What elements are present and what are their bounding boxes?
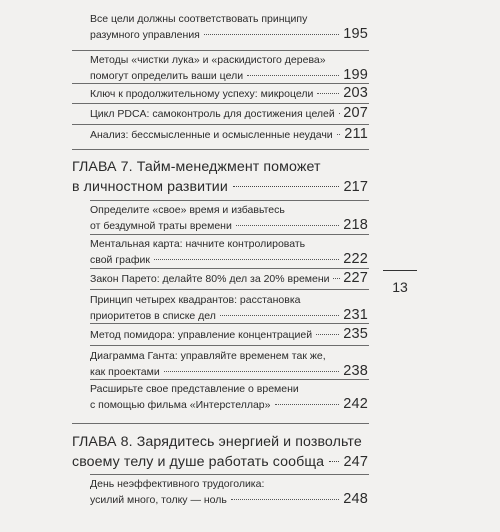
chapter-title-text: своему телу и душе работать сообща — [72, 454, 325, 470]
entry-divider — [90, 345, 369, 346]
toc-entry-text: Закон Парето: делайте 80% дел за 20% времени — [90, 273, 330, 285]
toc-page-number: 207 — [343, 105, 368, 121]
toc-entry — [90, 271, 368, 287]
page-number-marker — [383, 270, 419, 295]
toc-entry-text: Методы «чистки лука» и «раскидистого дерева» — [90, 54, 326, 66]
chapter-heading — [72, 157, 368, 197]
leader-dots — [333, 277, 341, 279]
leader-dots — [247, 74, 339, 76]
toc-page-number: 218 — [343, 217, 368, 233]
toc-entry-text: свой график — [90, 254, 150, 266]
page-number: 13 — [392, 279, 408, 295]
leader-dots — [275, 403, 340, 405]
entry-divider — [72, 50, 369, 51]
page-number-rule — [383, 270, 417, 271]
toc-entry-text: Ментальная карта: начните контролировать — [90, 238, 306, 250]
toc-entry — [90, 349, 368, 380]
chapter-heading — [72, 432, 368, 472]
entry-divider — [90, 234, 369, 235]
leader-dots — [220, 314, 339, 316]
chapter-divider — [72, 149, 369, 150]
leader-dots — [154, 258, 339, 260]
chapter-title-text: в личностном развитии — [72, 179, 228, 195]
toc-page-number: 247 — [343, 454, 368, 470]
entry-divider — [90, 379, 369, 380]
leader-dots — [236, 224, 339, 226]
toc-page-number: 242 — [343, 396, 368, 412]
toc-entry-text: Расширьте свое представление о времени — [90, 383, 299, 395]
toc-entry — [90, 127, 368, 143]
toc-entry-text: приоритетов в списке дел — [90, 310, 216, 322]
toc-entry-text: Принцип четырех квадрантов: расстановка — [90, 294, 301, 306]
chapter-title-text: ГЛАВА 8. Зарядитесь энергией и позвольте — [72, 434, 362, 450]
toc-page-number: 211 — [344, 126, 368, 142]
toc-entry — [90, 382, 368, 413]
chapter-title-text: ГЛАВА 7. Тайм-менеджмент поможет — [72, 159, 321, 175]
toc-page-number: 217 — [343, 179, 368, 195]
entry-divider — [90, 289, 369, 290]
toc-page-number: 235 — [343, 326, 368, 342]
toc-entry-text: Анализ: бессмысленные и осмысленные неудачи — [90, 129, 333, 141]
toc-entry — [90, 53, 368, 84]
toc-entry — [90, 293, 368, 324]
toc-page-number: 203 — [343, 85, 368, 101]
entry-divider — [90, 268, 369, 269]
chapter-divider — [90, 200, 369, 201]
toc-entry-text: Ключ к продолжительному успеху: микроцели — [90, 88, 314, 100]
entry-divider — [90, 323, 369, 324]
toc-page-number: 199 — [343, 67, 368, 83]
toc-entry — [90, 327, 368, 343]
entry-divider — [72, 103, 369, 104]
entry-divider — [72, 83, 369, 84]
toc-entry-text: с помощью фильма «Интерстеллар» — [90, 399, 271, 411]
toc-entry-text: День неэффективного трудоголика: — [90, 478, 265, 490]
toc-entry — [90, 237, 368, 268]
toc-entry — [90, 106, 368, 122]
toc-entry-text: разумного управления — [90, 29, 200, 41]
toc-entry-text: Все цели должны соответствовать принципу — [90, 13, 308, 25]
toc-page-number: 227 — [343, 270, 368, 286]
toc-entry-text: помогут определить ваши цели — [90, 70, 244, 82]
toc-entry-text: от бездумной траты времени — [90, 220, 232, 232]
toc-page-number: 231 — [343, 307, 368, 323]
toc-entry — [90, 86, 368, 102]
toc-entry-text: Диаграмма Ганта: управляйте временем так же, — [90, 350, 326, 362]
leader-dots — [231, 498, 339, 500]
toc-entry-text: Цикл PDCA: самоконтроль для достижения целей — [90, 108, 335, 120]
toc-page-number: 248 — [343, 491, 368, 507]
toc-page-number: 238 — [343, 363, 368, 379]
leader-dots — [204, 33, 339, 35]
leader-dots — [233, 185, 339, 187]
toc-page-number: 222 — [343, 251, 368, 267]
toc-entry — [90, 203, 368, 234]
chapter-divider — [90, 474, 369, 475]
leader-dots — [337, 133, 341, 135]
toc-page-number: 195 — [343, 26, 368, 42]
leader-dots — [316, 333, 339, 335]
entry-divider — [72, 124, 369, 125]
toc-entry-text: как проектами — [90, 366, 160, 378]
leader-dots — [317, 92, 339, 94]
toc-entry — [90, 477, 368, 508]
toc-entry — [90, 12, 368, 43]
toc-entry-text: усилий много, толку — ноль — [90, 494, 227, 506]
leader-dots — [164, 370, 339, 372]
toc-entry-text: Метод помидора: управление концентрацией — [90, 329, 313, 341]
toc-entry-text: Определите «свое» время и избавьтесь — [90, 204, 285, 216]
chapter-divider — [72, 423, 369, 424]
leader-dots — [329, 460, 338, 462]
